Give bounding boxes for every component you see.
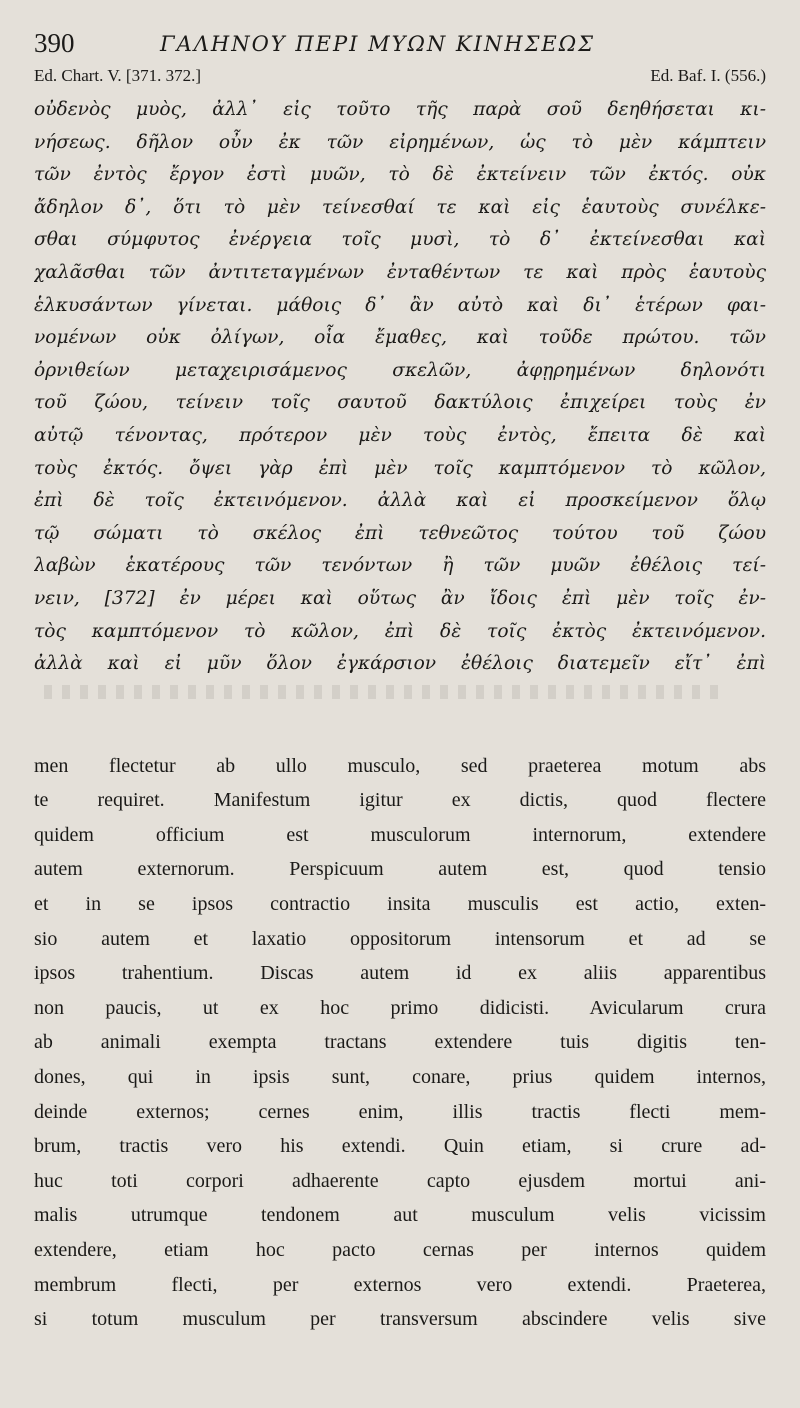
greek-line: τῷ σώματι τὸ σκέλος ἐπὶ τεθνεῶτος τούτου τοῦ ζώου [34,522,766,544]
greek-line: τοῦ ζώου, τείνειν τοῖς σαυτοῦ δακτύλοις ἐπιχείρει τοὺς ἐν [34,392,766,414]
latin-line: huc toti corpori adhaerente capto ejusdem mortui ani- [34,1169,766,1192]
running-head [34,22,766,62]
latin-line: brum, tractis vero his extendi. Quin etiam, si crure ad- [34,1135,766,1158]
latin-line: deinde externos; cernes enim, illis tractis flecti mem- [34,1100,766,1123]
greek-line: ἄδηλον δ᾽, ὅτι τὸ μὲν τείνεσθαί τε καὶ εἰς ἑαυτοὺς συνέλκε- [34,196,766,218]
greek-line: ἐπὶ δὲ τοῖς ἐκτεινόμενον. ἀλλὰ καὶ εἰ προσκείμενον ὅλῳ [34,490,766,512]
greek-line: ἑλκυσάντων γίνεται. μάθοις δ᾽ ἂν αὐτὸ καὶ δι᾽ ἑτέρων φαι- [34,294,766,316]
greek-line: αὐτῷ τένοντας, πρότερον μὲν τοὺς ἐντὸς, ἔπειτα δὲ καὶ [34,424,766,446]
greek-line: σθαι σύμφυτος ἐνέργεια τοῖς μυσὶ, τὸ δ᾽ ἐκτείνεσθαι καὶ [34,229,766,251]
greek-line: νήσεως. δῆλον οὖν ἐκ τῶν εἰρημένων, ὡς τὸ μὲν κάμπτειν [34,131,766,153]
latin-line: ipsos trahentium. Discas autem id ex aliis apparentibus [34,962,766,985]
greek-line: χαλᾶσθαι τῶν ἀντιτεταγμένων ἐνταθέντων τε καὶ πρὸς ἑαυτοὺς [34,261,766,283]
latin-text-block [34,749,766,1337]
latin-line: extendere, etiam hoc pacto cernas per internos quidem [34,1239,766,1261]
greek-line: νειν, [372] ἐν μέρει καὶ οὕτως ἂν ἴδοις ἐπὶ μὲν τοῖς ἐν- [34,587,766,609]
running-title: ΓΑΛΗΝΟΥ ΠΕΡΙ ΜΥΩΝ ΚΙΝΗΣΕΩΣ [160,32,596,56]
greek-line: λαβὼν ἑκατέρους τῶν τενόντων ἢ τῶν μυῶν ἐθέλοις τεί- [34,555,766,577]
latin-line: autem externorum. Perspicuum autem est, quod tensio [34,858,766,881]
latin-line: si totum musculum per transversum abscindere velis sive [34,1308,766,1331]
latin-line: malis utrumque tendonem aut musculum velis vicissim [34,1204,766,1227]
latin-line: membrum flecti, per externos vero extendi. Praeterea, [34,1273,766,1296]
show-through-gap [34,681,766,733]
page-number: 390 [34,28,75,58]
greek-text-block [34,94,766,681]
latin-line: men flectetur ab ullo musculo, sed praeterea motum abs [34,754,766,777]
latin-line: dones, qui in ipsis sunt, conare, prius quidem internos, [34,1066,766,1089]
edition-chartier-reference: Ed. Chart. V. [371. 372.] [34,66,202,85]
latin-line: ab animali exempta tractans extendere tuis digitis ten- [34,1031,766,1054]
latin-line: non paucis, ut ex hoc primo didicisti. Avicularum crura [34,996,766,1019]
greek-line: τοὺς ἐκτός. ὄψει γὰρ ἐπὶ μὲν τοῖς καμπτόμενον τὸ κῶλον, [34,457,766,479]
greek-line: ἀλλὰ καὶ εἰ μῦν ὅλον ἐγκάρσιον ἐθέλοις διατεμεῖν εἴτ᾽ ἐπὶ [34,653,766,675]
latin-line: et in se ipsos contractio insita musculis est actio, exten- [34,893,766,916]
latin-line: quidem officium est musculorum internorum, extendere [34,823,766,846]
latin-line: te requiret. Manifestum igitur ex dictis, quod flectere [34,789,766,812]
greek-line: τὸς καμπτόμενον τὸ κῶλον, ἐπὶ δὲ τοῖς ἐκτὸς ἐκτεινόμενον. [34,620,766,642]
edition-reference-line [34,62,766,92]
greek-line: τῶν ἐντὸς ἔργον ἐστὶ μυῶν, τὸ δὲ ἐκτείνειν τῶν ἐκτός. οὐκ [34,164,766,186]
greek-line: νομένων οὐκ ὀλίγων, οἷα ἔμαθες, καὶ τοῦδε πρώτου. τῶν [34,327,766,349]
greek-line: οὐδενὸς μυὸς, ἀλλ᾽ εἰς τοῦτο τῆς παρὰ σοῦ δεηθήσεται κι- [34,99,766,120]
edition-basel-reference: Ed. Baf. I. (556.) [650,66,766,85]
greek-line: ὀρνιθείων μεταχειρισάμενος σκελῶν, ἀφῃρημένων δηλονότι [34,359,766,381]
latin-line: sio autem et laxatio oppositorum intensorum et ad se [34,927,766,950]
